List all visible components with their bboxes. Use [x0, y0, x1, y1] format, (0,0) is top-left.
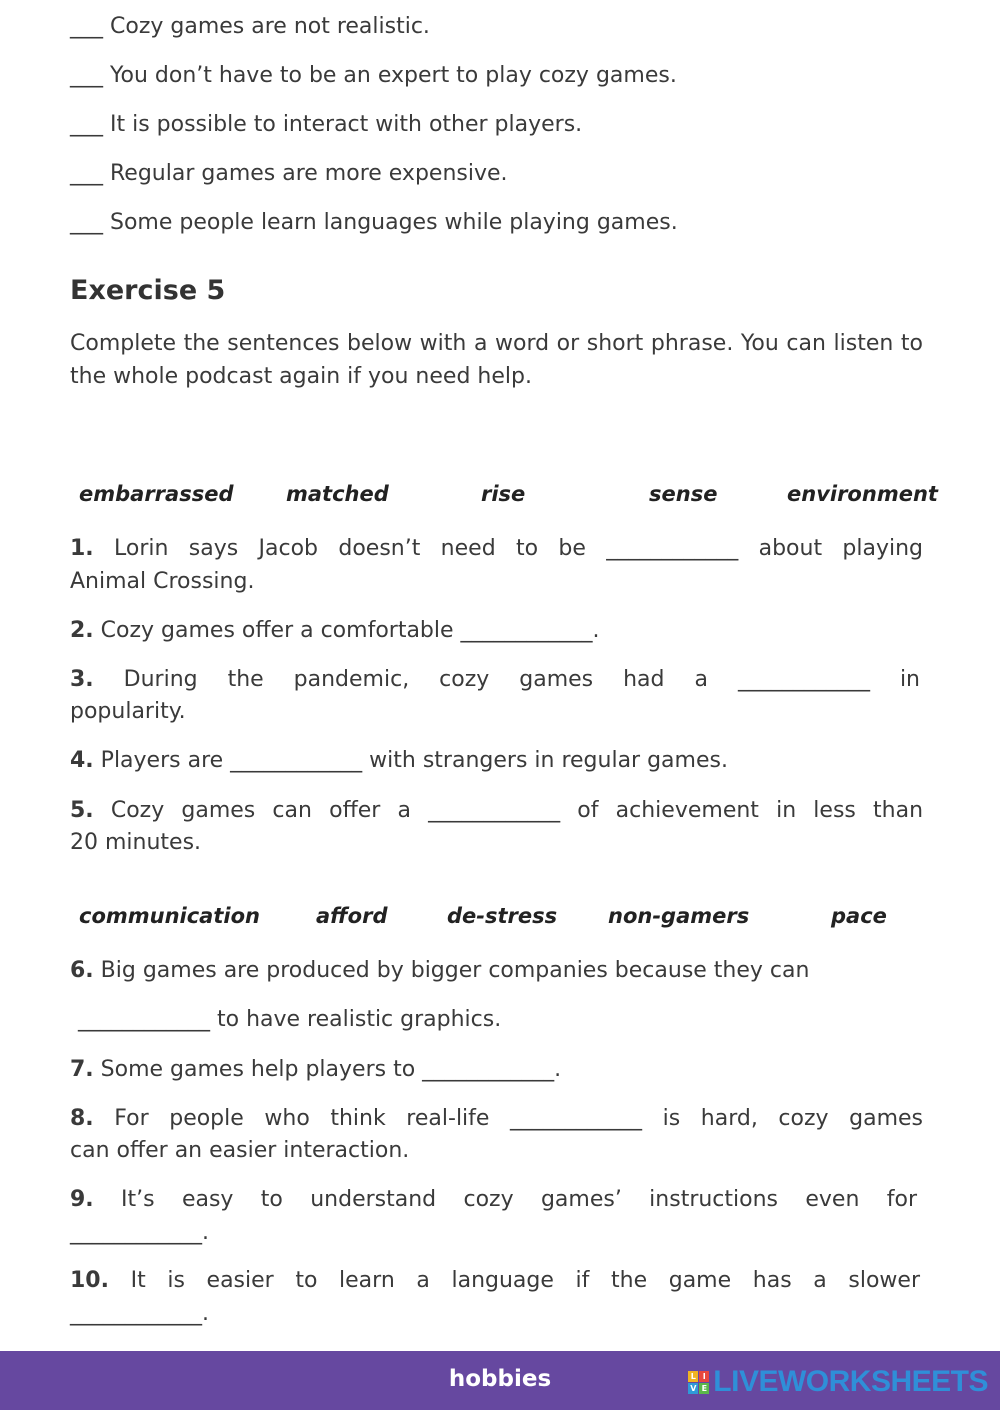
sentence-1-cont: Animal Crossing.	[70, 569, 255, 594]
footer-bar	[0, 1351, 1000, 1410]
word-bank-word: non-gamers	[608, 904, 750, 928]
exercise-instructions: Complete the sentences below with a word or short phrase. You can listen to the whole podcast again if you need help.	[70, 331, 923, 389]
sentence-number: 4.	[70, 748, 94, 773]
answer-blank[interactable]: ____________	[70, 1220, 202, 1245]
answer-blank[interactable]: ____________	[78, 1007, 210, 1032]
answer-blank[interactable]: ____________	[510, 1106, 643, 1131]
word-bank-word: afford	[316, 904, 388, 928]
sentence-10-cont: ____________.	[70, 1301, 209, 1326]
word-bank-2	[0, 904, 1000, 936]
statement-4: ___ Regular games are more expensive.	[70, 161, 508, 186]
sentence-number: 8.	[70, 1106, 94, 1131]
sentence-9-cont: ____________.	[70, 1220, 209, 1245]
word-bank-word: rise	[481, 482, 526, 506]
liveworksheets-wordmark: LIVEWORKSHEETS	[713, 1365, 988, 1398]
exercise-title: Exercise 5	[70, 275, 226, 306]
answer-blank[interactable]: ____________	[422, 1057, 555, 1082]
sentence-5: 5. Cozy games can offer a ____________ of achievement in less than	[70, 798, 924, 823]
sentence-number: 5.	[70, 798, 94, 823]
word-bank-word: sense	[649, 482, 718, 506]
word-bank-word: pace	[831, 904, 887, 928]
liveworksheets-brand[interactable]	[688, 1365, 988, 1398]
sentence-number: 9.	[70, 1187, 94, 1212]
sentence-2: 2. Cozy games offer a comfortable ____________.	[70, 618, 600, 643]
statement-5: ___ Some people learn languages while playing games.	[70, 210, 678, 235]
sentence-8-cont: can offer an easier interaction.	[70, 1138, 410, 1163]
sentence-7: 7. Some games help players to ____________.	[70, 1057, 562, 1082]
sentence-number: 1.	[70, 536, 94, 561]
sentence-4: 4. Players are ____________ with strangers in regular games.	[70, 748, 728, 773]
word-bank-word: embarrassed	[79, 482, 234, 506]
word-bank-word: communication	[79, 904, 260, 928]
sentence-3-cont: popularity.	[70, 699, 186, 724]
word-bank-word: de-stress	[447, 904, 558, 928]
answer-blank[interactable]: ____________	[737, 667, 870, 692]
sentence-1: 1. Lorin says Jacob doesn’t need to be ____________ about playing	[70, 536, 924, 561]
sentence-6-cont: ____________ to have realistic graphics.	[78, 1007, 502, 1032]
sentence-9: 9. It’s easy to understand cozy games’ instructions even for	[70, 1187, 917, 1212]
statement-1: ___ Cozy games are not realistic.	[70, 14, 430, 39]
footer-label: hobbies	[448, 1366, 552, 1392]
answer-blank[interactable]: ____________	[428, 798, 561, 823]
sentence-5-cont: 20 minutes.	[70, 830, 202, 855]
sentence-number: 6.	[70, 958, 94, 983]
word-bank-1	[0, 482, 1000, 514]
statement-3: ___ It is possible to interact with other players.	[70, 112, 583, 137]
sentence-number: 3.	[70, 667, 94, 692]
liveworksheets-logo-icon: L I V E	[688, 1371, 709, 1394]
sentence-8: 8. For people who think real-life ____________ is hard, cozy games	[70, 1106, 924, 1131]
sentence-number: 2.	[70, 618, 94, 643]
answer-blank[interactable]: ____________	[70, 1301, 202, 1326]
word-bank-word: environment	[787, 482, 938, 506]
word-bank-word: matched	[286, 482, 389, 506]
sentence-10: 10. It is easier to learn a language if the game has a slower	[70, 1268, 920, 1293]
sentence-number: 7.	[70, 1057, 94, 1082]
answer-blank[interactable]: ____________	[460, 618, 593, 643]
answer-blank[interactable]: ____________	[230, 748, 363, 773]
sentence-3: 3. During the pandemic, cozy games had a ____________ in	[70, 667, 920, 692]
answer-blank[interactable]: ____________	[606, 536, 739, 561]
sentence-6: 6. Big games are produced by bigger companies because they can	[70, 958, 810, 983]
statement-2: ___ You don’t have to be an expert to play cozy games.	[70, 63, 677, 88]
sentence-number: 10.	[70, 1268, 109, 1293]
